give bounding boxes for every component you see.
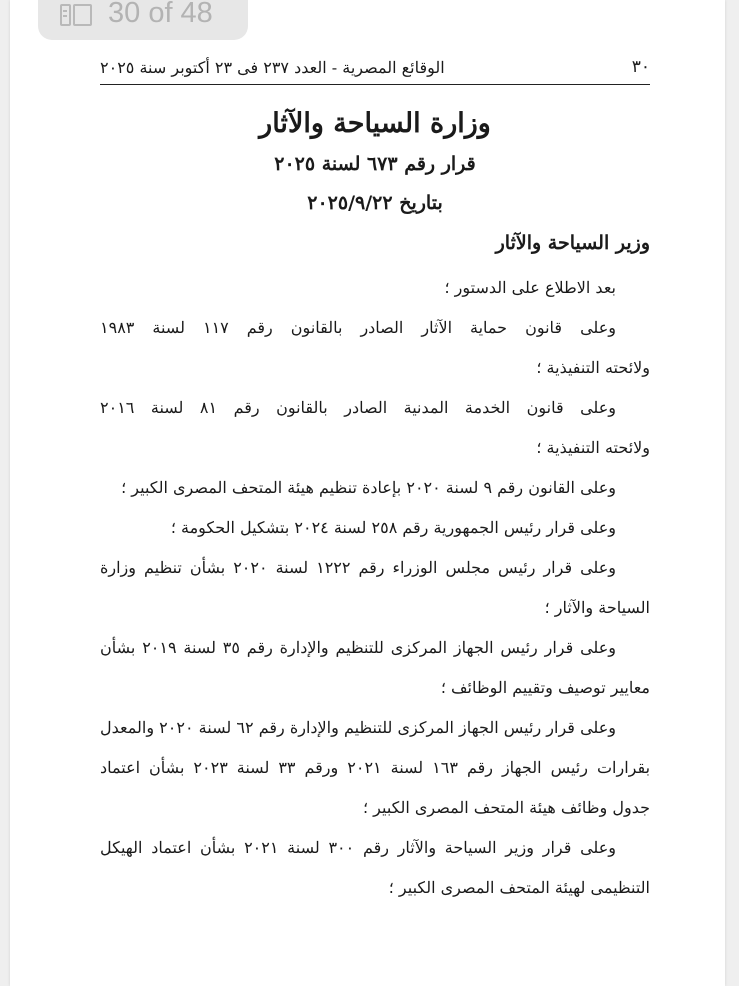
page-indicator[interactable]	[38, 0, 248, 40]
book-icon	[60, 2, 94, 28]
body-line: بعد الاطلاع على الدستور ؛	[444, 278, 616, 297]
decree-number: قرار رقم ٦٧٣ لسنة ٢٠٢٥	[274, 153, 476, 175]
body-line: وعلى قرار رئيس مجلس الوزراء رقم ١٢٢٢ لسنة ٢٠٢٠ بشأن تنظيم وزارة	[100, 558, 616, 577]
body-line: بقرارات رئيس الجهاز رقم ١٦٣ لسنة ٢٠٢١ ورقم ٣٣ لسنة ٢٠٢٣ بشأن اعتماد	[100, 758, 651, 777]
page-number: ٣٠	[631, 57, 650, 77]
decree-date: بتاريخ ٢٠٢٥/٩/٢٢	[307, 192, 443, 214]
running-title: الوقائع المصرية - العدد ٢٣٧ فى ٢٣ أكتوبر سنة ٢٠٢٥	[100, 57, 445, 77]
document-page	[10, 0, 725, 986]
body-line: وعلى قانون حماية الآثار الصادر بالقانون رقم ١١٧ لسنة ١٩٨٣	[100, 318, 616, 337]
body-line: ولائحته التنفيذية ؛	[536, 358, 650, 377]
running-header	[100, 52, 650, 82]
ministry-title: وزارة السياحة والآثار	[259, 108, 491, 139]
body-line: جدول وظائف هيئة المتحف المصرى الكبير ؛	[363, 798, 650, 817]
body-line: التنظيمى لهيئة المتحف المصرى الكبير ؛	[388, 878, 650, 897]
body-line: وعلى قانون الخدمة المدنية الصادر بالقانون رقم ٨١ لسنة ٢٠١٦	[100, 398, 616, 417]
body-line: وعلى قرار وزير السياحة والآثار رقم ٣٠٠ لسنة ٢٠٢١ بشأن اعتماد الهيكل	[100, 838, 616, 857]
body-line: معايير توصيف وتقييم الوظائف ؛	[440, 678, 650, 697]
body-line: وعلى قرار رئيس الجهاز المركزى للتنظيم والإدارة رقم ٦٢ لسنة ٢٠٢٠ والمعدل	[100, 718, 616, 737]
body-line: وعلى قرار رئيس الجمهورية رقم ٢٥٨ لسنة ٢٠٢٤ بتشكيل الحكومة ؛	[170, 518, 616, 537]
header-rule	[100, 84, 650, 85]
body-line: وعلى القانون رقم ٩ لسنة ٢٠٢٠ بإعادة تنظيم هيئة المتحف المصرى الكبير ؛	[121, 478, 616, 497]
minister-heading: وزير السياحة والآثار	[495, 232, 650, 254]
body-line: وعلى قرار رئيس الجهاز المركزى للتنظيم والإدارة رقم ٣٥ لسنة ٢٠١٩ بشأن	[100, 638, 616, 657]
body-line: السياحة والآثار ؛	[544, 598, 650, 617]
body-line: ولائحته التنفيذية ؛	[536, 438, 650, 457]
page-count-label: 30 of 48	[108, 0, 213, 29]
